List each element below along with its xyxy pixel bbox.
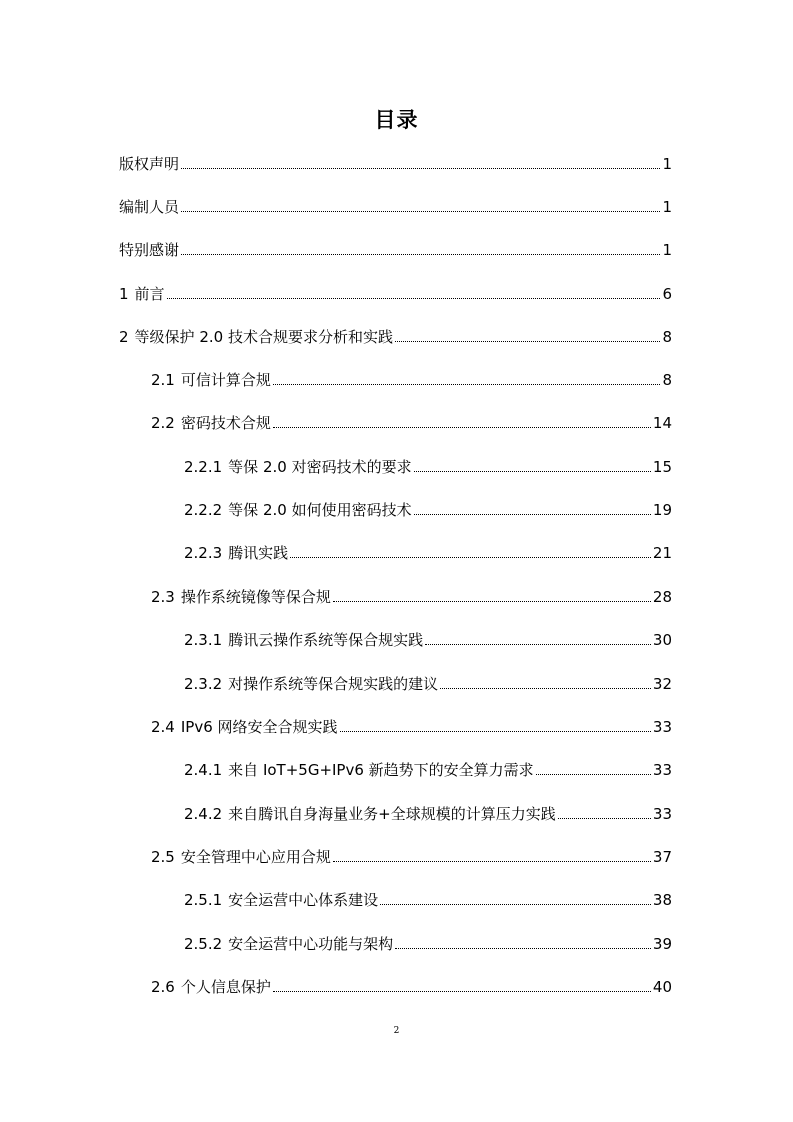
toc-entry-number: 2.5.2: [184, 935, 223, 953]
toc-dot-leader: [181, 254, 660, 255]
toc-dot-leader: [395, 948, 651, 949]
toc-dot-leader: [425, 644, 651, 645]
toc-entry[interactable]: [184, 455, 672, 477]
toc-entry[interactable]: [184, 888, 672, 910]
toc-dot-leader: [340, 731, 651, 732]
toc-entry-number: 2.2: [151, 414, 175, 432]
page-number: 2: [393, 1026, 400, 1036]
toc-dot-leader: [333, 861, 651, 862]
toc-entry-text: 可信计算合规: [180, 371, 271, 389]
toc-entry-text: 版权声明: [119, 155, 180, 173]
toc-entry-text: 安全管理中心应用合规: [180, 848, 331, 866]
toc-entry-number: 2.5: [151, 848, 175, 866]
toc-entry-number: 2.4: [151, 718, 175, 736]
toc-entry-number: 2.3: [151, 588, 175, 606]
toc-dot-leader: [181, 211, 660, 212]
toc-entry-number: 2.1: [151, 371, 175, 389]
toc-entry[interactable]: [184, 672, 672, 694]
toc-dot-leader: [333, 601, 651, 602]
toc-title: 目录: [374, 108, 419, 132]
toc-entry-page: 14: [652, 414, 672, 432]
toc-entry-page: 1: [662, 241, 672, 259]
toc-entry-page: 40: [652, 978, 672, 996]
toc-entry-text: IPv6 网络安全合规实践: [180, 718, 338, 736]
toc-entry[interactable]: [119, 282, 672, 304]
toc-entry-page: 8: [662, 371, 672, 389]
toc-entry-text: 腾讯云操作系统等保合规实践: [228, 631, 424, 649]
toc-dot-leader: [440, 688, 651, 689]
toc-entry[interactable]: [151, 715, 672, 737]
toc-dot-leader: [273, 427, 651, 428]
toc-entry[interactable]: [184, 541, 672, 563]
toc-entry-text: 编制人员: [119, 198, 180, 216]
toc-dot-leader: [380, 904, 651, 905]
toc-entry[interactable]: [119, 195, 672, 217]
toc-entry[interactable]: [151, 411, 672, 433]
toc-entry-text: 特别感谢: [119, 241, 180, 259]
toc-dot-leader: [414, 514, 651, 515]
toc-entry[interactable]: [184, 802, 672, 824]
toc-entry[interactable]: [184, 758, 672, 780]
toc-entry[interactable]: [184, 498, 672, 520]
toc-entry-page: 30: [652, 631, 672, 649]
toc-entry-page: 37: [652, 848, 672, 866]
toc-dot-leader: [273, 384, 661, 385]
toc-entry-number: 1: [119, 285, 129, 303]
toc-dot-leader: [273, 991, 651, 992]
toc-entry-text: 来自 IoT+5G+IPv6 新趋势下的安全算力需求: [228, 761, 534, 779]
toc-entry[interactable]: [119, 238, 672, 260]
toc-entry[interactable]: [151, 975, 672, 997]
toc-entry-text: 对操作系统等保合规实践的建议: [228, 675, 439, 693]
toc-dot-leader: [181, 168, 660, 169]
toc-entry-number: 2.5.1: [184, 891, 223, 909]
toc-entry[interactable]: [184, 932, 672, 954]
toc-entry-page: 33: [652, 718, 672, 736]
toc-dot-leader: [290, 557, 651, 558]
toc-entry-page: 38: [652, 891, 672, 909]
toc-dot-leader: [167, 298, 661, 299]
toc-entry-text: 个人信息保护: [180, 978, 271, 996]
toc-entry-number: 2.3.2: [184, 675, 223, 693]
toc-entry-text: 密码技术合规: [180, 414, 271, 432]
toc-entry-page: 6: [662, 285, 672, 303]
toc-dot-leader: [558, 818, 651, 819]
toc-entry[interactable]: [119, 325, 672, 347]
toc-entry-text: 等保 2.0 对密码技术的要求: [228, 458, 412, 476]
toc-entry-text: 腾讯实践: [228, 544, 289, 562]
toc-entry-number: 2: [119, 328, 129, 346]
toc-entry-text: 安全运营中心体系建设: [228, 891, 379, 909]
toc-entry[interactable]: [184, 628, 672, 650]
toc-entry-page: 8: [662, 328, 672, 346]
toc-entry-number: 2.2.3: [184, 544, 223, 562]
toc-entry-text: 等保 2.0 如何使用密码技术: [228, 501, 412, 519]
toc-entry-page: 39: [652, 935, 672, 953]
toc-entry[interactable]: [151, 368, 672, 390]
toc-entry-number: 2.6: [151, 978, 175, 996]
toc-entry-number: 2.4.1: [184, 761, 223, 779]
toc-entry-page: 15: [652, 458, 672, 476]
toc-dot-leader: [395, 341, 661, 342]
toc-entry-text: 操作系统镜像等保合规: [180, 588, 331, 606]
toc-entry-page: 32: [652, 675, 672, 693]
toc-entry-number: 2.3.1: [184, 631, 223, 649]
toc-entry-number: 2.4.2: [184, 805, 223, 823]
toc-entry[interactable]: [151, 585, 672, 607]
toc-entry-number: 2.2.2: [184, 501, 223, 519]
toc-entry-text: 前言: [134, 285, 165, 303]
toc-entry-page: 28: [652, 588, 672, 606]
toc-entry[interactable]: [119, 152, 672, 174]
toc-entry-page: 33: [652, 761, 672, 779]
toc-dot-leader: [536, 774, 651, 775]
toc-entry-page: 1: [662, 155, 672, 173]
toc-entry[interactable]: [151, 845, 672, 867]
toc-entry-text: 来自腾讯自身海量业务+全球规模的计算压力实践: [228, 805, 556, 823]
toc-entry-page: 21: [652, 544, 672, 562]
toc-entry-page: 1: [662, 198, 672, 216]
toc-dot-leader: [414, 471, 651, 472]
toc-entry-text: 等级保护 2.0 技术合规要求分析和实践: [134, 328, 393, 346]
toc-entry-page: 33: [652, 805, 672, 823]
toc-entry-number: 2.2.1: [184, 458, 223, 476]
toc-entry-page: 19: [652, 501, 672, 519]
toc-entry-text: 安全运营中心功能与架构: [228, 935, 394, 953]
